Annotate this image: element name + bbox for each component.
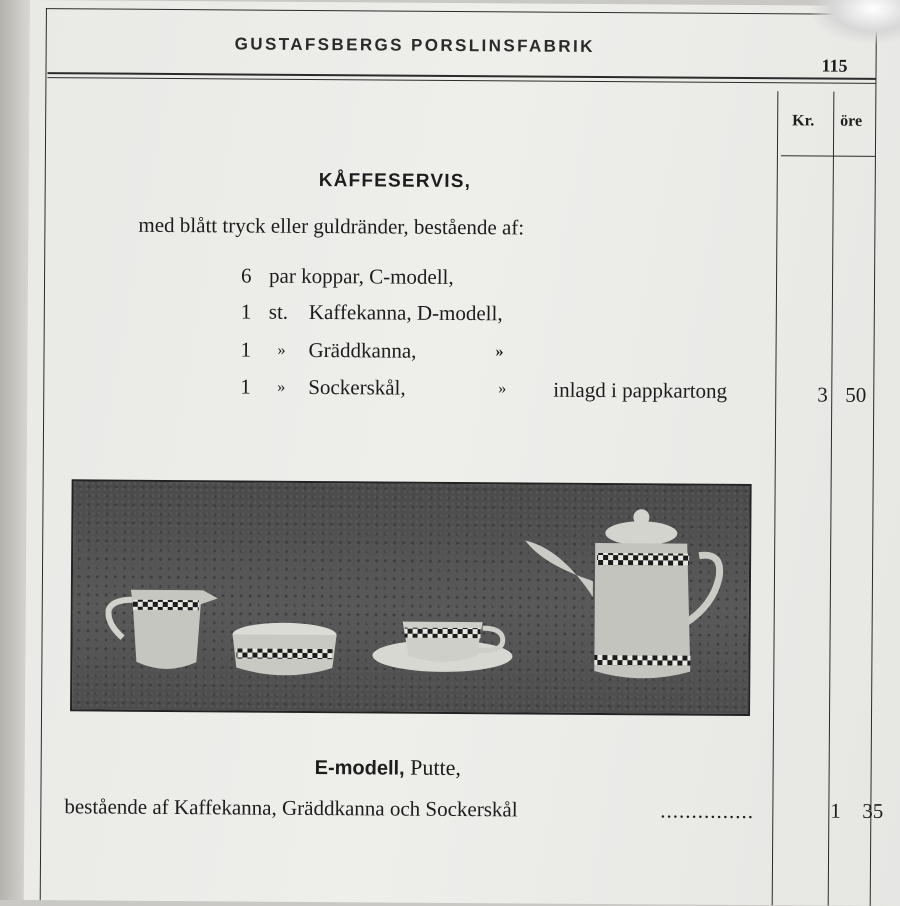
item-qty: 1 <box>240 374 251 399</box>
ore-column-divider <box>828 92 835 906</box>
item-qty: 1 <box>240 337 252 362</box>
ore-column-header: öre <box>840 112 863 130</box>
coffee-pot <box>524 508 720 678</box>
model-price-kr: 1 <box>830 798 841 823</box>
packaging-note: inlagd i pappkartong <box>553 377 728 403</box>
item-qty: 6 <box>240 263 252 288</box>
coffee-set-illustration <box>72 481 752 716</box>
model-line <box>315 754 461 781</box>
price-ore: 50 <box>845 382 867 407</box>
ditto-mark: » <box>277 378 286 396</box>
page-number: 115 <box>821 55 848 76</box>
catalog-page <box>24 0 900 906</box>
sugar-bowl <box>232 622 336 675</box>
ditto-mark: » <box>498 380 507 398</box>
publisher-header: GUSTAFSBERGS PORSLINSFABRIK <box>234 34 595 56</box>
right-border <box>870 14 877 906</box>
item-text: par koppar, C-modell, <box>268 263 454 289</box>
item-qty: 1 <box>240 299 252 324</box>
price-kr: 3 <box>817 382 828 407</box>
glass-object <box>810 0 900 44</box>
section-intro: med blått tryck eller guldränder, bestående af: <box>138 212 525 240</box>
ditto-mark: » <box>495 343 504 361</box>
cup-and-saucer <box>372 621 512 672</box>
section-title: KÅFFESERVIS, <box>318 170 472 193</box>
model-nickname: Putte, <box>410 754 461 781</box>
dot-leader: ............... <box>660 798 755 824</box>
model-description: bestående af Kaffekanna, Gräddkanna och Sockerskål <box>64 794 518 822</box>
creamer-jug <box>108 590 218 670</box>
kr-column-header: Kr. <box>792 112 815 130</box>
ditto-mark: » <box>277 341 286 359</box>
model-name: E-modell, <box>314 757 405 780</box>
item-text: Gräddkanna, <box>308 337 417 363</box>
price-header-rule <box>781 155 875 157</box>
model-price-ore: 35 <box>862 798 884 823</box>
item-unit: st. <box>268 299 289 324</box>
item-text: Sockerskål, <box>308 374 406 400</box>
header-top-rule <box>46 8 876 15</box>
product-photo <box>70 479 752 716</box>
kr-column-divider <box>772 91 779 905</box>
left-border <box>40 8 47 900</box>
item-text: Kaffekanna, D-modell, <box>308 299 503 326</box>
